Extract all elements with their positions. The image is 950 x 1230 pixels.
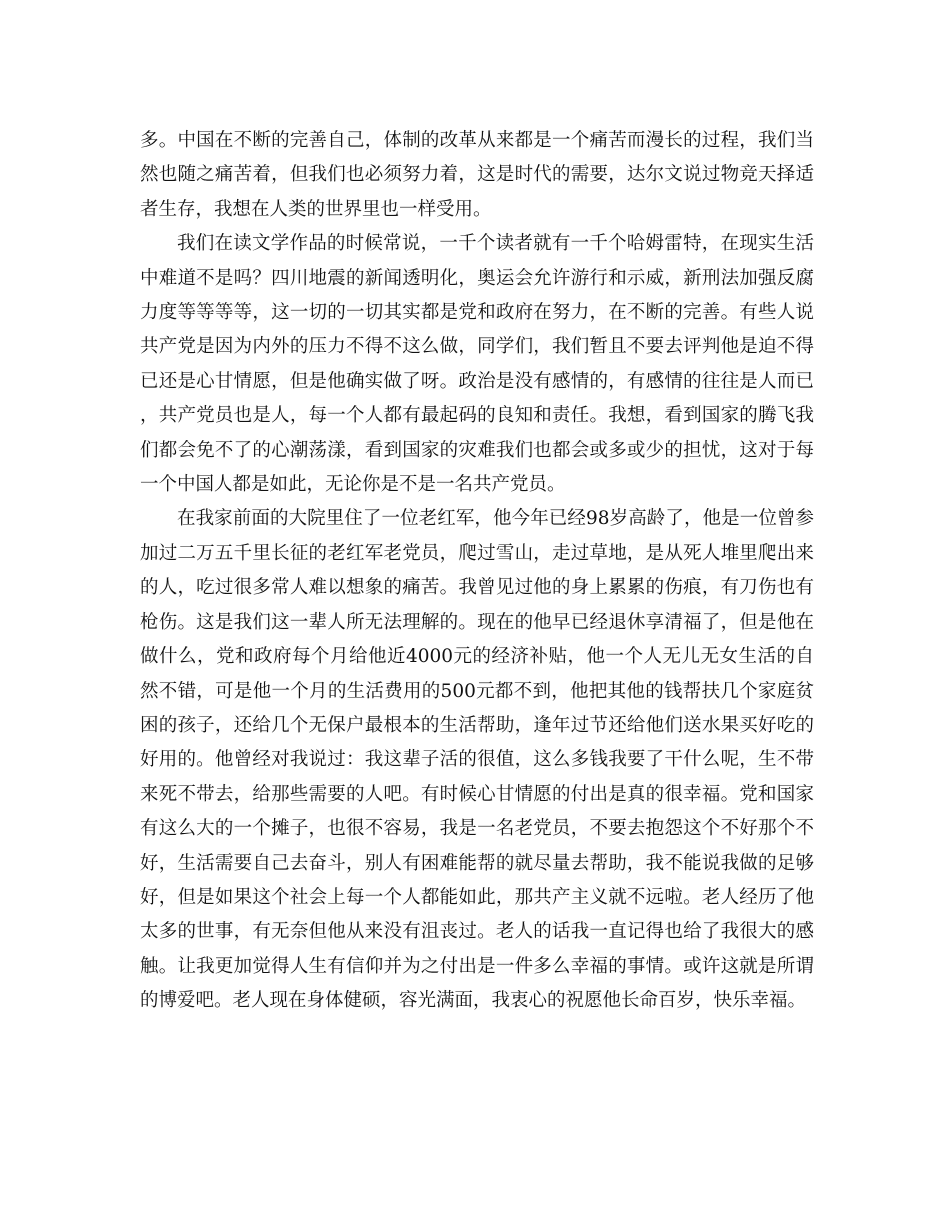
paragraph-literature: 我们在读文学作品的时候常说，一千个读者就有一千个哈姆雷特，在现实生活中难道不是吗？四川地震的新闻透明化，奥运会允许游行和示威，新刑法加强反腐力度等等等等，这一切的一切其实都是党和政府在努力，在不断的完善。有些人说共产党是因为内外的压力不得不这么做，同学们，我们暂且不要去评判他是迫不得已还是心甘情愿，但是他确实做了呀。政治是没有感情的，有感情的往往是人而已，共产党员也是人，每一个人都有最起码的良知和责任。我想，看到国家的腾飞我们都会免不了的心潮荡漾，看到国家的灾难我们也都会或多或少的担忧，这对于每一个中国人都是如此，无论你是不是一名共产党员。 [140, 233, 814, 496]
document-body [140, 124, 814, 1019]
paragraph-continuation: 多。中国在不断的完善自己，体制的改革从来都是一个痛苦而漫长的过程，我们当然也随之痛苦着，但我们也必须努力着，这是时代的需要，达尔文说过物竞天择适者生存，我想在人类的世界里也一样受用。 [140, 130, 814, 220]
paragraph-red-army-veteran: 在我家前面的大院里住了一位老红军，他今年已经98岁高龄了，他是一位曾参加过二万五千里长征的老红军老党员，爬过雪山，走过草地，是从死人堆里爬出来的人，吃过很多常人难以想象的痛苦。我曾见过他的身上累累的伤痕，有刀伤也有枪伤。这是我们这一辈人所无法理解的。现在的他早已经退休享清福了，但是他在做什么，党和政府每个月给他近4000元的经济补贴，他一个人无儿无女生活的自然不错，可是他一个月的生活费用的500元都不到，他把其他的钱帮扶几个家庭贫困的孩子，还给几个无保户最根本的生活帮助，逢年过节还给他们送水果买好吃的好用的。他曾经对我说过：我这辈子活的很值，这么多钱我要了干什么呢，生不带来死不带去，给那些需要的人吧。有时候心甘情愿的付出是真的很幸福。党和国家有这么大的一个摊子，也很不容易，我是一名老党员，不要去抱怨这个不好那个不好，生活需要自己去奋斗，别人有困难能帮的就尽量去帮助，我不能说我做的足够好，但是如果这个社会上每一个人都能如此，那共产主义就不远啦。老人经历了他太多的世事，有无奈但他从来没有沮丧过。老人的话我一直记得也给了我很大的感触。让我更加觉得人生有信仰并为之付出是一件多么幸福的事情。或许这就是所谓的博爱吧。老人现在身体健硕，容光满面，我衷心的祝愿他长命百岁，快乐幸福。 [140, 508, 814, 1012]
